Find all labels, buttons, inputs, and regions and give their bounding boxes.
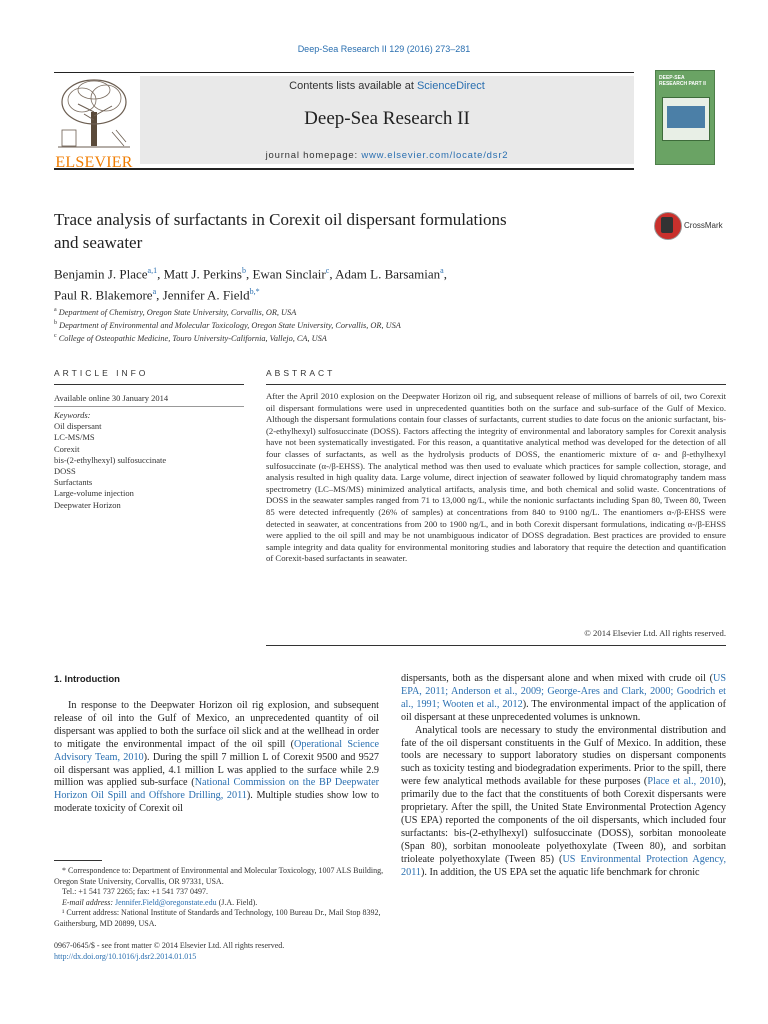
text-run: Analytical tools are necessary to study the environmental distribution and fate of the oil dispersant constituents in the Gulf of Mexico. In addition, these tools are necessary to support laboratory studies on dispersant components such as toxicity testing and biodegradation experiments. Prior to the spill, there were few analytical methods available for these purposes ( [401,724,726,788]
reference-link[interactable]: US EPA, 2011; Anderson et al., 2009; George-Ares and Clark, 2000; Goodrich et al., 1991; Wooten et al., 2012 [401,673,726,710]
affiliation [54,318,674,331]
author-name[interactable]: Paul R. Blakemore [54,287,153,303]
title-line-2: and seawater [54,233,143,252]
elsevier-tree-icon [54,76,134,150]
crossmark-icon [654,212,682,240]
author-sup[interactable]: b [241,266,246,275]
keyword: bis-(2-ethylhexyl) sulfosuccinate [54,454,167,465]
keyword: Corexit [54,443,80,454]
reference-link[interactable]: National Commission on the BP Deepwater Horizon Oil Spill and Offshore Drilling, 2011 [54,777,379,802]
affiliation-sup: a [54,307,57,313]
reference-link[interactable]: Place et al., 2010 [647,776,721,788]
cover-title: DEEP-SEA RESEARCH PART II [659,75,706,87]
author-line-2 [54,283,674,304]
journal-citation[interactable]: Deep-Sea Research II 129 (2016) 273–281 [297,44,471,54]
footnotes [54,866,384,930]
affiliations [54,305,674,343]
author-sep: , [245,266,253,282]
crossmark-button[interactable] [654,212,734,240]
keywords-heading: Keywords: [54,410,91,420]
article-info-heading: ARTICLE INFO [54,368,149,378]
paragraph [401,673,726,725]
abstract-rule [266,384,726,385]
footnote-email [54,898,384,909]
cover-figure [662,97,710,141]
keyword: Deepwater Horizon [54,499,121,510]
keywords-list [54,410,254,511]
available-online-date: Available online 30 January 2014 [54,393,169,403]
affiliation-text: Department of Environmental and Molecular Toxicology, Oregon State University, Corvallis, OR, USA [59,320,401,330]
crossmark-bookmark-icon [661,217,673,233]
author-sep: , [329,266,336,282]
abstract-heading: ABSTRACT [266,368,336,378]
text-run: ). Multiple studies show low to moderate toxicity of Corexit oil [54,790,380,815]
text-run: ), primarily due to the fact that the constituents of both Corexit dispersants were proprietary. After the spill, the United State Environmental Protection Agency (US EPA) reported the components of the oil dispersants, which included four surfactants: bis-(2-ethylhexyl) sulfosuccinate (DOSS), sorbitan monooleate (Span 80), sorbitan monooleate polyethoxylate (Tween 80), and sorbitan trioleate polyethoxylate (Tween 85) ( [401,776,726,865]
affiliation [54,331,674,344]
email-label: E-mail address: [62,897,116,907]
affiliation [54,305,674,318]
journal-masthead [140,76,634,164]
footnote-rule [54,860,102,861]
reference-link[interactable]: US Environmental Protection Agency, 2011 [401,853,726,878]
affiliation-sup: b [54,319,57,326]
cover-image [667,106,705,128]
homepage-link[interactable]: www.elsevier.com/locate/dsr2 [361,150,509,161]
journal-cover-thumbnail[interactable] [655,70,715,165]
author-sup[interactable]: a [440,266,444,275]
affiliation-text: Department of Chemistry, Oregon State University, Corvallis, OR, USA [58,307,297,317]
keyword: DOSS [54,466,76,477]
text-run: In response to the Deepwater Horizon oil rig explosion, and subsequent release of oil into the Gulf of Mexico, an unprecedented quantity of oil dispersant was applied to both the surface oil slick and at the wellhead in order to mitigate the environmental impact of the oil spill ( [54,700,379,750]
author-line-1 [54,262,674,283]
contents-line [140,80,634,92]
issn-line: 0967-0645/$ - see front matter © 2014 Elsevier Ltd. All rights reserved. [54,941,285,950]
title-line-1: Trace analysis of surfactants in Corexit oil dispersant formulations [54,210,507,229]
header-bottom-rule [54,168,634,170]
author-name[interactable]: Benjamin J. Place [54,266,148,282]
keyword: Oil dispersant [54,421,102,432]
author-sep: , [157,266,164,282]
abstract-text: After the April 2010 explosion on the Deepwater Horizon oil rig, and subsequent release of millions of barrels of oil, two Corexit oil dispersant formulations were used in unprecedented quantities both on the surface and sub-surface of the Gulf of Mexico. Although the dispersant formulations contain four classes of surfactants, current studies to date focus on the anionic surfactant, bis-(2-ethylhexyl) sulfosuccinate (DOSS). Factors affecting the integrity of environmental and laboratory samples for Corexit analysis have not been systematically investigated. For this reason, a quantitative analytical method was developed for the detection of all four classes of surfactants, as well as the hydrolysis products of DOSS, the enantiomeric mixture of α- and β-ethylhexyl sulfosuccinate (α-/β-EHSS). The analytical method was then used to evaluate which practices for sample collection, storage, and analysis resulted in high quality data. Large volume, direct injection of seawater followed by liquid chromatography tandem mass spectrometry (LC–MS/MS) minimized analytical artifacts, analysis time, and both chemical and solid waste. Concentrations of DOSS in the seawater samples ranged from 71 to 13,000 ng/L, while the nonionic surfactants including Span 80, Tween 80, Tween 85 were detected infrequently (26% of samples) at concentrations from 840 to 9100 ng/L. The enantiomers α-/β-EHSS were detected in seawater, at concentrations from 200 to 1900 ng/L, and in both Corexit dispersant formulations, indicating α-/β-EHSS were applied to the oil spill and may be not unambiguous indicator of DOSS degradation. Best practices are provided to ensure sample integrity and data quality for environmental monitoring studies and laboratory that require the detection and quantification of Corexit-based surfactants in seawater. [266,391,726,564]
author-list [54,262,674,305]
journal-title: Deep-Sea Research II [304,108,470,129]
doi-link[interactable]: http://dx.doi.org/10.1016/j.dsr2.2014.01.015 [54,952,197,961]
elsevier-logo [54,76,134,171]
abstract-copyright: © 2014 Elsevier Ltd. All rights reserved. [584,628,726,638]
publisher-name: ELSEVIER [55,154,133,171]
journal-homepage [140,150,634,161]
author-sup[interactable]: a,1 [147,266,158,275]
author-name[interactable]: Matt J. Perkins [163,266,242,282]
text-run: dispersants, both as the dispersant alone and when mixed with crude oil ( [401,673,713,684]
footnote-current-address: ¹ Current address: National Institute of Standards and Technology, 100 Bureau Dr., Mail Stop 8392, Gaithersburg, MD 20899, USA. [54,908,381,928]
keyword: Surfactants [54,477,93,488]
text-run: ). During the spill 7 million L of Corexit 9500 and 9527 oil dispersant was applied, 4.1 million L was applied to the surface while 2.9 million was applied sub-surface ( [54,751,380,789]
keyword: Large-volume injection [54,488,134,499]
author-name[interactable]: Adam L. Barsamian [335,266,441,282]
header-top-rule [54,72,634,73]
article-info-rule [54,384,244,385]
abstract-bottom-rule [266,645,726,646]
author-sup[interactable]: c [325,266,330,275]
affiliation-sup: c [54,332,57,339]
article-info-divider [54,406,244,407]
section-heading-introduction: 1. Introduction [54,674,120,685]
article-title [54,208,634,254]
keyword: LC-MS/MS [54,432,95,443]
paragraph [54,700,379,816]
email-link[interactable]: Jennifer.Field@oregonstate.edu [115,897,217,907]
reference-link[interactable]: Operational Science Advisory Team, 2010 [54,738,379,763]
author-sup[interactable]: a [152,287,157,297]
author-sep: , [443,266,447,282]
sciencedirect-link[interactable]: ScienceDirect [416,80,485,92]
email-suffix: (J.A. Field). [216,897,258,907]
author-name[interactable]: Jennifer A. Field [162,287,250,303]
homepage-prefix: journal homepage: [265,150,362,161]
footnote-correspondence: * Correspondence to: Department of Environmental and Molecular Toxicology, 1007 ALS Building, Oregon State University, Corvallis, OR 97331, USA. [54,866,384,886]
text-run: ). The environmental impact of the application of oil dispersant at these unprecedented volumes is unknown. [401,698,727,723]
contents-prefix: Contents lists available at [289,80,417,92]
affiliation-text: College of Osteopathic Medicine, Touro University-California, Vallejo, CA, USA [58,333,327,343]
issn-block [54,940,384,962]
text-run: ). In addition, the US EPA set the aquatic life benchmark for chronic [421,866,700,878]
author-sup[interactable]: b,* [249,287,260,297]
paragraph [401,725,726,880]
footnote-tel: Tel.: +1 541 737 2265; fax: +1 541 737 0497. [62,887,209,897]
body-column-left [54,700,379,816]
author-sep: , [156,287,163,303]
crossmark-label: CrossMark [684,221,723,230]
author-name[interactable]: Ewan Sinclair [252,266,326,282]
body-column-right [401,673,726,880]
